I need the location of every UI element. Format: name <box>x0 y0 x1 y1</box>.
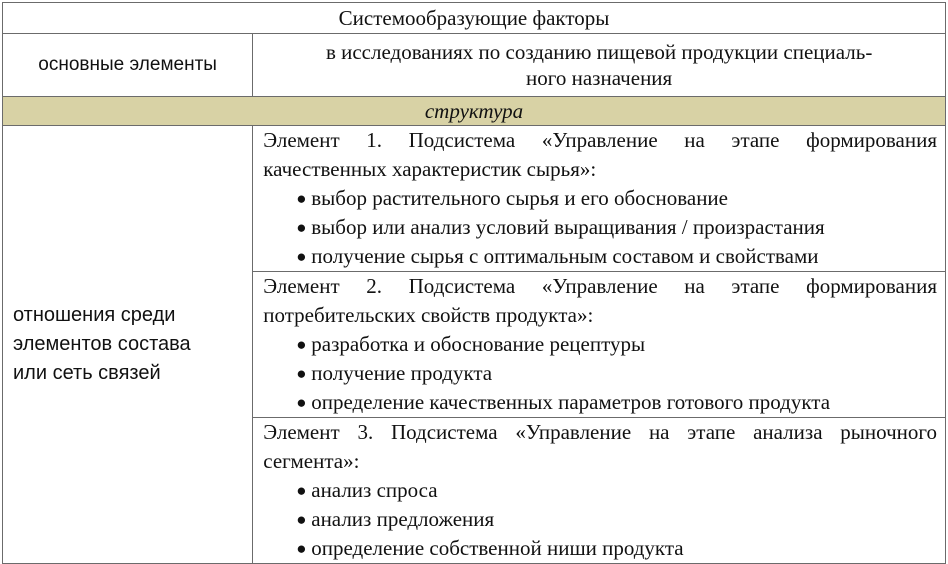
bullet-icon: ● <box>296 218 307 237</box>
bullet-icon: ● <box>296 510 307 529</box>
element-list <box>263 476 937 563</box>
column-header-left: основные элементы <box>3 34 253 97</box>
bullet-icon: ● <box>296 247 307 266</box>
bullet-icon: ● <box>296 481 307 500</box>
table-header: Системообразующие факторы <box>3 3 946 34</box>
list-item <box>295 213 937 242</box>
list-item <box>295 534 937 563</box>
section-row <box>3 97 946 126</box>
list-item-text: определение собственной ниши продукта <box>311 536 684 560</box>
element-title: Элемент 3. Подсистема «Управление на этапе анализа рыночного сегмента»: <box>263 420 937 473</box>
factors-table <box>2 2 946 564</box>
column-header-right: в исследованиях по созданию пищевой продукции специаль- ного назначения <box>253 34 946 97</box>
list-item <box>295 388 937 417</box>
bullet-icon: ● <box>296 393 307 412</box>
element-list <box>263 184 937 271</box>
list-item-text: получение продукта <box>311 361 493 385</box>
list-item <box>295 359 937 388</box>
element-row <box>3 126 946 272</box>
list-item-text: выбор растительного сырья и его обоснование <box>311 186 728 210</box>
bullet-icon: ● <box>296 189 307 208</box>
element-title: Элемент 2. Подсистема «Управление на этапе формирования потребительских свойств продукта»: <box>263 274 937 327</box>
element-title: Элемент 1. Подсистема «Управление на этапе формирования качественных характеристик сырья»: <box>263 128 937 181</box>
list-item-text: выбор или анализ условий выращивания / произрастания <box>311 215 825 239</box>
list-item-text: определение качественных параметров готового продукта <box>311 390 831 414</box>
section-title: структура <box>3 97 946 126</box>
column-headers-row <box>3 34 946 97</box>
list-item <box>295 184 937 213</box>
list-item <box>295 505 937 534</box>
bullet-icon: ● <box>296 335 307 354</box>
element-cell <box>253 418 946 564</box>
list-item-text: получение сырья с оптимальным составом и свойствами <box>311 244 819 268</box>
list-item <box>295 242 937 271</box>
list-item-text: анализ предложения <box>311 507 495 531</box>
bullet-icon: ● <box>296 364 307 383</box>
table-header-row <box>3 3 946 34</box>
element-list <box>263 330 937 417</box>
list-item <box>295 476 937 505</box>
element-cell <box>253 126 946 272</box>
list-item <box>295 330 937 359</box>
relations-label: отношения среди элементов состава или сеть связей <box>3 126 253 564</box>
bullet-icon: ● <box>296 539 307 558</box>
list-item-text: разработка и обоснование рецептуры <box>311 332 646 356</box>
element-cell <box>253 272 946 418</box>
list-item-text: анализ спроса <box>311 478 438 502</box>
